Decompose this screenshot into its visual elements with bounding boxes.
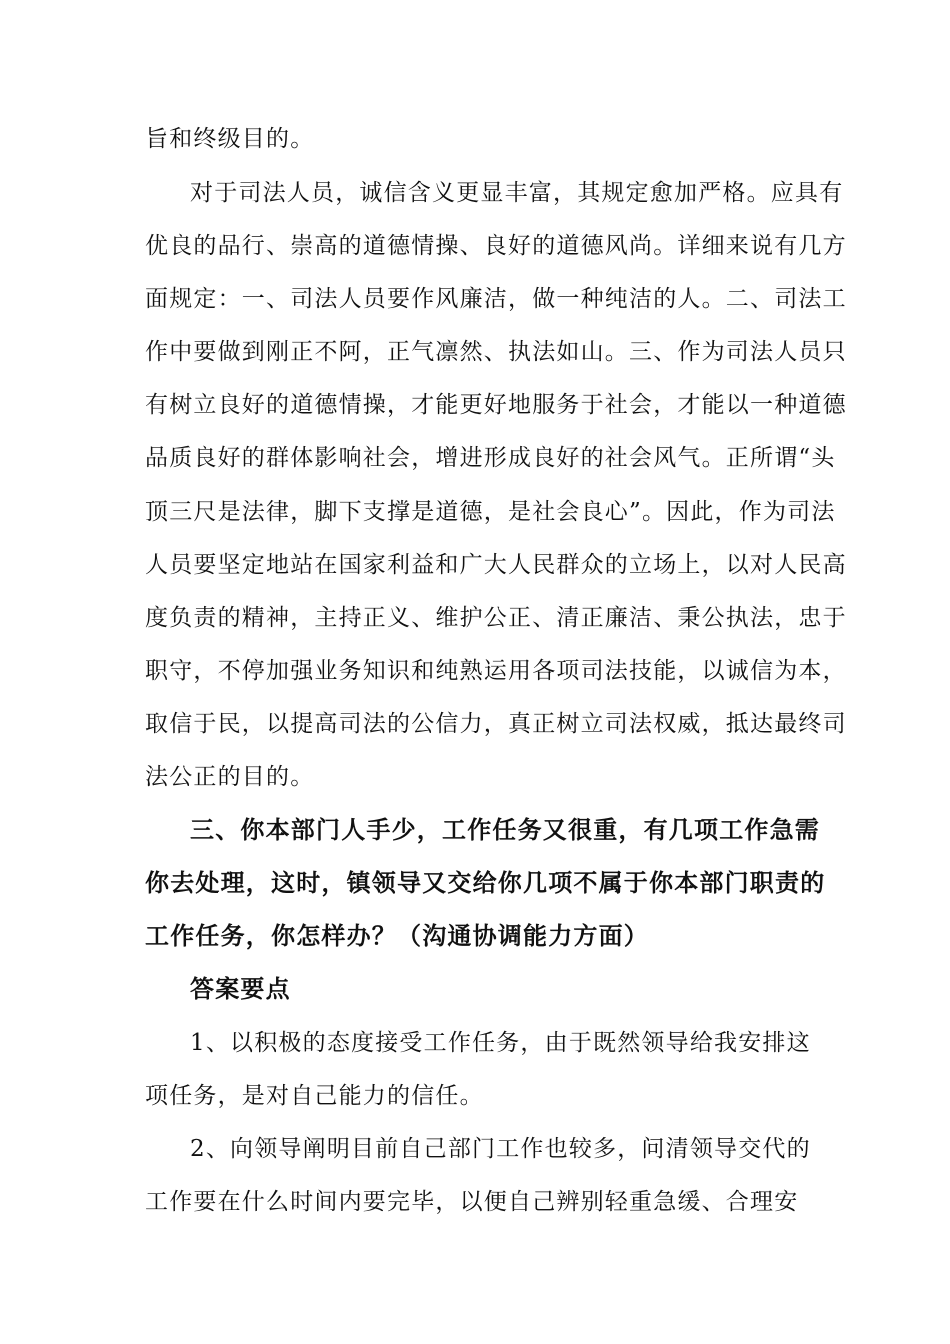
question-heading-line: 工作任务，你怎样办？（沟通协调能力方面） [145, 922, 649, 950]
text-line: 品质良好的群体影响社会，增进形成良好的社会风气。正所谓“头 [145, 445, 836, 471]
text-line: 度负责的精神，主持正义、维护公正、清正廉洁、秉公执法，忠于 [145, 605, 847, 631]
text-line: 顶三尺是法律，脚下支撑是道德，是社会良心”。因此，作为司法 [145, 499, 836, 525]
text-line: 人员要坚定地站在国家利益和广大人民群众的立场上，以对人民高 [145, 552, 847, 578]
text-line: 法公正的目的。 [145, 764, 315, 790]
question-heading-line: 三、你本部门人手少，工作任务又很重，有几项工作急需 [190, 816, 820, 844]
text-line: 工作要在什么时间内要完毕，以便自己辨别轻重急缓、合理安 [145, 1189, 799, 1215]
text-line: 作中要做到刚正不阿，正气凛然、执法如山。三、作为司法人员只 [145, 339, 847, 365]
text-line: 旨和终级目的。 [145, 126, 315, 152]
text-line: 项任务，是对自己能力的信任。 [145, 1083, 484, 1109]
text-line: 取信于民，以提高司法的公信力，真正树立司法权威，抵达最终司 [145, 711, 847, 737]
text-line: 有树立良好的道德情操，才能更好地服务于社会，才能以一种道德 [145, 392, 847, 418]
text-line: 2、向领导阐明目前自己部门工作也较多，问清领导交代的 [190, 1136, 811, 1162]
answer-heading: 答案要点 [190, 975, 291, 1003]
text-line: 面规定：一、司法人员要作风廉洁，做一种纯洁的人。二、司法工 [145, 286, 847, 312]
question-heading-line: 你去处理，这时，镇领导又交给你几项不属于你本部门职责的 [145, 869, 826, 897]
text-line: 1、以积极的态度接受工作任务，由于既然领导给我安排这 [190, 1030, 811, 1056]
text-line: 对于司法人员，诚信含义更显丰富，其规定愈加严格。应具有 [190, 180, 844, 206]
text-line: 职守，不停加强业务知识和纯熟运用各项司法技能，以诚信为本， [145, 658, 847, 684]
text-line: 优良的品行、崇高的道德情操、良好的道德风尚。详细来说有几方 [145, 233, 847, 259]
